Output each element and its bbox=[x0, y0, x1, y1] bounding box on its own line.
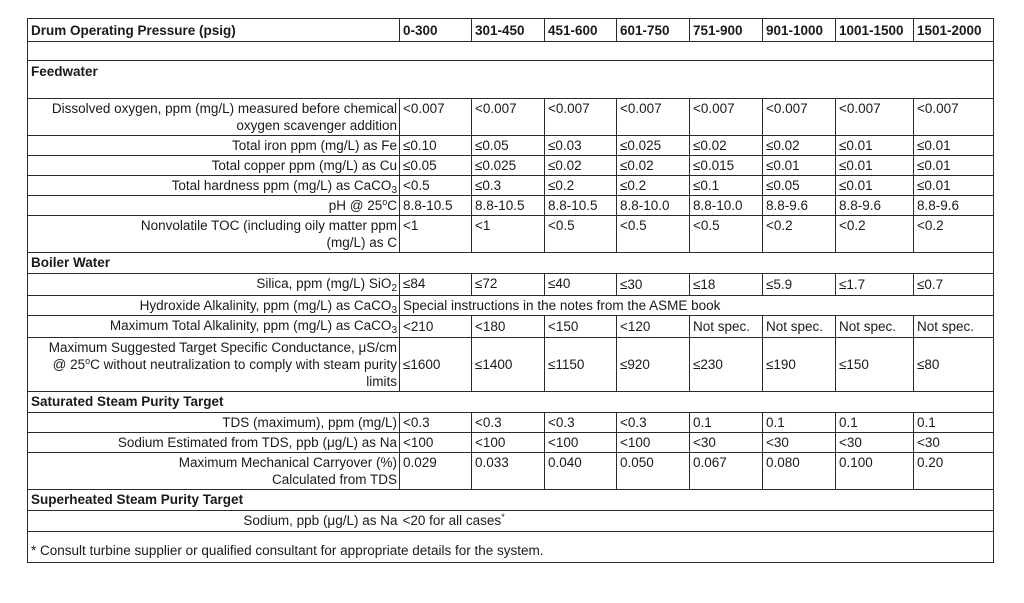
cell: 0.1 bbox=[914, 413, 994, 433]
cell: ≤1150 bbox=[545, 338, 617, 392]
cell: <0.3 bbox=[545, 413, 617, 433]
cell: 0.100 bbox=[836, 453, 914, 490]
cell: ≤150 bbox=[836, 338, 914, 392]
hydroxide-note: Special instructions in the notes from the ASME book bbox=[400, 296, 994, 316]
row-mechanical-carryover bbox=[28, 453, 994, 490]
cell: Not spec. bbox=[763, 316, 836, 338]
cell: <100 bbox=[472, 433, 545, 453]
row-label: Nonvolatile TOC (including oily matter ppm (mg/L) as C bbox=[28, 216, 400, 253]
cell: <30 bbox=[763, 433, 836, 453]
row-total-hardness bbox=[28, 176, 994, 196]
cell: <0.007 bbox=[690, 99, 763, 136]
row-label bbox=[28, 296, 400, 316]
cell: 0.040 bbox=[545, 453, 617, 490]
cell: <0.007 bbox=[836, 99, 914, 136]
section-saturated-steam bbox=[28, 392, 994, 413]
header-range: 301-450 bbox=[472, 19, 545, 42]
subscript: 2 bbox=[391, 283, 397, 294]
header-range: 451-600 bbox=[545, 19, 617, 42]
row-total-iron bbox=[28, 136, 994, 156]
label-unit: C bbox=[387, 198, 397, 213]
row-dissolved-oxygen bbox=[28, 99, 994, 136]
header-range: 0-300 bbox=[400, 19, 472, 42]
label-text: Hydroxide Alkalinity, ppm (mg/L) as CaCO bbox=[139, 298, 392, 313]
cell: <0.007 bbox=[545, 99, 617, 136]
cell: ≤190 bbox=[763, 338, 836, 392]
header-label: Drum Operating Pressure (psig) bbox=[28, 19, 400, 42]
cell: 0.033 bbox=[472, 453, 545, 490]
cell: ≤0.01 bbox=[836, 156, 914, 176]
cell: 0.080 bbox=[763, 453, 836, 490]
row-label: Total iron ppm (mg/L) as Fe bbox=[28, 136, 400, 156]
cell: 0.029 bbox=[400, 453, 472, 490]
cell: ≤0.01 bbox=[914, 176, 994, 196]
row-label bbox=[28, 274, 400, 296]
cell: ≤0.02 bbox=[545, 156, 617, 176]
cell: <0.5 bbox=[690, 216, 763, 253]
cell: 0.1 bbox=[690, 413, 763, 433]
row-label: Sodium, ppb (μg/L) as Na bbox=[28, 511, 400, 532]
header-range: 751-900 bbox=[690, 19, 763, 42]
label-text: pH @ 25 bbox=[328, 198, 383, 213]
row-label bbox=[28, 338, 400, 392]
sodium-all-cases bbox=[400, 511, 994, 532]
cell: <0.5 bbox=[400, 176, 472, 196]
row-total-copper bbox=[28, 156, 994, 176]
cell: <100 bbox=[617, 433, 690, 453]
cell: ≤5.9 bbox=[763, 274, 836, 296]
superscript: o bbox=[382, 197, 388, 207]
header-range: 1001-1500 bbox=[836, 19, 914, 42]
cell: 8.8-10.5 bbox=[400, 196, 472, 216]
cell: ≤0.10 bbox=[400, 136, 472, 156]
label-text: Silica, ppm (mg/L) SiO bbox=[256, 276, 392, 291]
cell: <150 bbox=[545, 316, 617, 338]
cell: ≤1400 bbox=[472, 338, 545, 392]
cell: 8.8-9.6 bbox=[836, 196, 914, 216]
row-sodium-estimated bbox=[28, 433, 994, 453]
sodium-value: <20 for all cases bbox=[402, 513, 502, 528]
section-boiler-water bbox=[28, 253, 994, 274]
cell: ≤230 bbox=[690, 338, 763, 392]
cell: ≤1.7 bbox=[836, 274, 914, 296]
cell: <0.2 bbox=[914, 216, 994, 253]
row-ph bbox=[28, 196, 994, 216]
subscript: 3 bbox=[391, 185, 397, 196]
superscript: o bbox=[85, 356, 91, 366]
cell: <120 bbox=[617, 316, 690, 338]
footnote-row bbox=[28, 532, 994, 563]
cell: Not spec. bbox=[836, 316, 914, 338]
section-title: Superheated Steam Purity Target bbox=[28, 490, 994, 511]
cell: 8.8-10.0 bbox=[617, 196, 690, 216]
cell: ≤0.1 bbox=[690, 176, 763, 196]
header-range: 901-1000 bbox=[763, 19, 836, 42]
cell: ≤72 bbox=[472, 274, 545, 296]
section-title: Feedwater bbox=[28, 61, 994, 99]
cell: ≤80 bbox=[914, 338, 994, 392]
cell: ≤84 bbox=[400, 274, 472, 296]
row-label bbox=[28, 176, 400, 196]
water-quality-document bbox=[27, 18, 993, 563]
section-title: Boiler Water bbox=[28, 253, 994, 274]
cell: <100 bbox=[545, 433, 617, 453]
spacer-row bbox=[28, 42, 994, 61]
cell: ≤0.01 bbox=[914, 136, 994, 156]
cell: <1 bbox=[472, 216, 545, 253]
cell: ≤0.02 bbox=[763, 136, 836, 156]
row-label bbox=[28, 196, 400, 216]
cell: <0.3 bbox=[400, 413, 472, 433]
row-total-alkalinity bbox=[28, 316, 994, 338]
cell: 8.8-10.5 bbox=[545, 196, 617, 216]
cell: <210 bbox=[400, 316, 472, 338]
cell: ≤0.01 bbox=[836, 136, 914, 156]
cell: <0.2 bbox=[763, 216, 836, 253]
label-text: Maximum Total Alkalinity, ppm (mg/L) as CaCO bbox=[109, 318, 392, 333]
cell: ≤0.015 bbox=[690, 156, 763, 176]
header-range: 601-750 bbox=[617, 19, 690, 42]
row-label: TDS (maximum), ppm (mg/L) bbox=[28, 413, 400, 433]
footnote-mark: * bbox=[501, 512, 505, 522]
cell: 0.1 bbox=[763, 413, 836, 433]
label-text: Total hardness ppm (mg/L) as CaCO bbox=[171, 178, 392, 193]
section-title: Saturated Steam Purity Target bbox=[28, 392, 994, 413]
row-nonvolatile-toc bbox=[28, 216, 994, 253]
header-row bbox=[28, 19, 994, 42]
water-quality-table bbox=[27, 18, 994, 563]
row-label: Total copper ppm (mg/L) as Cu bbox=[28, 156, 400, 176]
cell: 0.1 bbox=[836, 413, 914, 433]
row-silica bbox=[28, 274, 994, 296]
cell: ≤0.2 bbox=[617, 176, 690, 196]
cell: <30 bbox=[836, 433, 914, 453]
cell: 8.8-9.6 bbox=[914, 196, 994, 216]
row-label: Maximum Mechanical Carryover (%) Calculated from TDS bbox=[28, 453, 400, 490]
footnote: * Consult turbine supplier or qualified consultant for appropriate details for the system. bbox=[28, 532, 994, 563]
cell: ≤0.03 bbox=[545, 136, 617, 156]
cell: 8.8-10.5 bbox=[472, 196, 545, 216]
row-specific-conductance bbox=[28, 338, 994, 392]
cell: <100 bbox=[400, 433, 472, 453]
cell: ≤0.02 bbox=[690, 136, 763, 156]
cell: ≤0.01 bbox=[763, 156, 836, 176]
cell: <0.5 bbox=[545, 216, 617, 253]
cell: 0.050 bbox=[617, 453, 690, 490]
cell: ≤0.7 bbox=[914, 274, 994, 296]
header-range: 1501-2000 bbox=[914, 19, 994, 42]
cell: 8.8-9.6 bbox=[763, 196, 836, 216]
cell: ≤920 bbox=[617, 338, 690, 392]
cell: ≤18 bbox=[690, 274, 763, 296]
cell: <0.007 bbox=[617, 99, 690, 136]
cell: <0.5 bbox=[617, 216, 690, 253]
cell: <0.007 bbox=[400, 99, 472, 136]
label-text: C without neutralization to comply with steam purity limits bbox=[90, 357, 397, 389]
cell: <180 bbox=[472, 316, 545, 338]
cell: Not spec. bbox=[914, 316, 994, 338]
section-feedwater bbox=[28, 61, 994, 99]
row-hydroxide-alkalinity bbox=[28, 296, 994, 316]
row-label: Dissolved oxygen, ppm (mg/L) measured before chemical oxygen scavenger addition bbox=[28, 99, 400, 136]
row-tds bbox=[28, 413, 994, 433]
cell: ≤0.025 bbox=[617, 136, 690, 156]
cell: <0.007 bbox=[763, 99, 836, 136]
section-superheated-steam bbox=[28, 490, 994, 511]
row-label bbox=[28, 316, 400, 338]
cell: ≤0.01 bbox=[914, 156, 994, 176]
subscript: 3 bbox=[391, 325, 397, 336]
cell: <30 bbox=[914, 433, 994, 453]
cell: <30 bbox=[690, 433, 763, 453]
cell: ≤0.3 bbox=[472, 176, 545, 196]
subscript: 3 bbox=[391, 305, 397, 316]
cell: ≤0.05 bbox=[400, 156, 472, 176]
cell: <0.007 bbox=[472, 99, 545, 136]
cell: Not spec. bbox=[690, 316, 763, 338]
row-superheated-sodium bbox=[28, 511, 994, 532]
cell: ≤0.02 bbox=[617, 156, 690, 176]
cell: ≤0.025 bbox=[472, 156, 545, 176]
cell: ≤1600 bbox=[400, 338, 472, 392]
cell: ≤30 bbox=[617, 274, 690, 296]
cell: ≤0.2 bbox=[545, 176, 617, 196]
cell: <0.3 bbox=[472, 413, 545, 433]
cell: <0.2 bbox=[836, 216, 914, 253]
cell: <1 bbox=[400, 216, 472, 253]
cell: ≤40 bbox=[545, 274, 617, 296]
cell: ≤0.01 bbox=[836, 176, 914, 196]
cell: <0.3 bbox=[617, 413, 690, 433]
label-text: Maximum Suggested Target Specific Conductance, μS/cm @ 25 bbox=[48, 340, 397, 372]
cell: ≤0.05 bbox=[472, 136, 545, 156]
cell: 8.8-10.0 bbox=[690, 196, 763, 216]
cell: 0.067 bbox=[690, 453, 763, 490]
cell: 0.20 bbox=[914, 453, 994, 490]
row-label: Sodium Estimated from TDS, ppb (μg/L) as Na bbox=[28, 433, 400, 453]
cell: <0.007 bbox=[914, 99, 994, 136]
cell: ≤0.05 bbox=[763, 176, 836, 196]
